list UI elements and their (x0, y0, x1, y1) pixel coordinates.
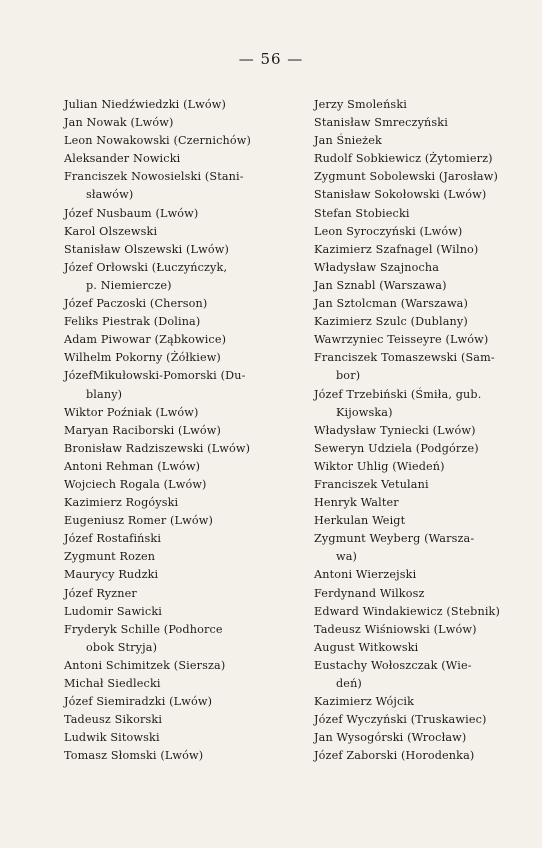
member-name: Władysław Tyniecki (Lwów) (314, 423, 476, 437)
member-name: Karol Olszewski (64, 224, 158, 238)
member-entry (314, 96, 540, 114)
member-name: Józef Ryzner (64, 586, 137, 600)
member-name: Jan Nowak (Lwów) (64, 116, 174, 130)
member-name: Maurycy Rudzki (64, 568, 159, 582)
member-entry (64, 404, 290, 422)
member-name: Tadeusz Sikorski (64, 713, 163, 727)
member-name: Antoni Wierzejski (314, 568, 417, 582)
member-name-continuation: deń) (336, 677, 362, 690)
member-entry (314, 277, 540, 295)
member-name: Kazimierz Szulc (Dublany) (314, 315, 468, 329)
member-entry (314, 458, 540, 476)
member-name: JózefMikułowski-Pomorski (Du- (64, 369, 246, 383)
member-name: Józef Siemiradzki (Lwów) (64, 695, 213, 709)
member-entry (64, 729, 290, 747)
member-name: Antoni Rehman (Lwów) (64, 459, 201, 473)
member-entry (314, 711, 540, 729)
member-entry (314, 186, 540, 204)
member-name: August Witkowski (314, 640, 419, 654)
member-entry (314, 132, 540, 150)
member-name: Zygmunt Rozen (64, 550, 156, 564)
member-name: Ferdynand Wilkosz (314, 586, 425, 600)
member-name: Franciszek Tomaszewski (Sam- (314, 351, 495, 365)
member-entry (64, 530, 290, 548)
member-entry (314, 422, 540, 440)
member-name: Stanisław Smreczyński (314, 116, 448, 130)
member-name: Stanisław Sokołowski (Lwów) (314, 188, 487, 202)
left-column-list (64, 96, 290, 765)
member-name: Feliks Piestrak (Dolina) (64, 315, 201, 329)
member-name: Wilhelm Pokorny (Żółkiew) (64, 351, 221, 365)
member-name: Kazimierz Szafnagel (Wilno) (314, 242, 479, 256)
member-name: Herkulan Weigt (314, 514, 406, 528)
member-entry (314, 295, 540, 313)
member-entry (64, 422, 290, 440)
member-entry (64, 548, 290, 566)
member-name: Franciszek Vetulani (314, 477, 429, 491)
member-name: Leon Syroczyński (Lwów) (314, 224, 463, 238)
member-entry (64, 223, 290, 241)
member-entry (64, 440, 290, 458)
member-name: Wawrzyniec Teisseyre (Lwów) (314, 333, 489, 347)
member-entry (64, 494, 290, 512)
member-entry (64, 96, 290, 114)
member-entry (64, 512, 290, 530)
member-name: Józef Wyczyński (Truskawiec) (314, 713, 487, 727)
member-name: Jerzy Smoleński (314, 98, 407, 111)
member-name: Tadeusz Wiśniowski (Lwów) (314, 622, 477, 636)
member-entry (314, 114, 540, 132)
member-entry (64, 295, 290, 313)
member-name: Józef Nusbaum (Lwów) (64, 206, 199, 220)
member-name: Leon Nowakowski (Czernichów) (64, 134, 251, 148)
member-entry (314, 259, 540, 277)
member-name-continuation: sławów) (86, 188, 134, 202)
member-entry (64, 585, 290, 603)
member-entry (64, 150, 290, 168)
member-name-continuation: obok Stryja) (86, 640, 158, 654)
member-entry (64, 675, 290, 693)
member-name: Jan Sztolcman (Warszawa) (314, 297, 469, 311)
member-name: Henryk Walter (314, 496, 399, 510)
member-entry (314, 566, 540, 584)
member-name: Józef Zaborski (Horodenka) (314, 749, 475, 763)
member-entry (314, 349, 540, 385)
member-name: Edward Windakiewicz (Stebnik) (314, 604, 500, 618)
member-entry (64, 711, 290, 729)
member-entry (314, 693, 540, 711)
member-entry (314, 657, 540, 693)
member-name: Stanisław Olszewski (Lwów) (64, 242, 229, 256)
member-name: Julian Niedźwiedzki (Lwów) (64, 98, 227, 111)
member-entry (64, 313, 290, 331)
member-name: Kazimierz Rogóyski (64, 496, 179, 510)
member-entry (314, 729, 540, 747)
member-name-continuation: wa) (336, 550, 358, 564)
member-name: Zygmunt Sobolewski (Jarosław) (314, 170, 498, 184)
right-column-list (314, 96, 540, 765)
member-name: Władysław Szajnocha (314, 260, 440, 274)
member-name: Józef Trzebiński (Śmiła, gub. (314, 387, 482, 401)
member-name: Seweryn Udziela (Podgórze) (314, 441, 479, 455)
member-entry (64, 114, 290, 132)
member-name: Maryan Raciborski (Lwów) (64, 423, 221, 437)
member-entry (64, 241, 290, 259)
member-name: Eustachy Wołoszczak (Wie- (314, 658, 472, 672)
member-entry (314, 241, 540, 259)
member-name: Zygmunt Weyberg (Warsza- (314, 532, 475, 546)
member-name: Józef Paczoski (Cherson) (64, 297, 208, 311)
member-name: Tomasz Słomski (Lwów) (64, 749, 204, 763)
member-entry (314, 603, 540, 621)
member-entry (64, 168, 290, 204)
member-entry (314, 621, 540, 639)
member-entry (314, 530, 540, 566)
member-entry (64, 476, 290, 494)
member-name-continuation: bor) (336, 369, 361, 383)
member-name-continuation: p. Niemiercze) (86, 278, 172, 292)
member-name: Rudolf Sobkiewicz (Żytomierz) (314, 152, 493, 166)
member-name: Antoni Schimitzek (Siersza) (64, 658, 226, 672)
member-entry (314, 331, 540, 349)
member-name-continuation: blany) (86, 387, 123, 401)
member-name: Kazimierz Wójcik (314, 695, 415, 709)
member-entry (64, 693, 290, 711)
member-entry (314, 205, 540, 223)
page-number: — 56 — (238, 50, 304, 68)
member-name: Jan Sznabl (Warszawa) (314, 278, 447, 292)
member-name: Franciszek Nowosielski (Stani- (64, 170, 244, 184)
member-entry (314, 150, 540, 168)
member-entry (314, 494, 540, 512)
member-name-continuation: Kijowska) (336, 405, 393, 419)
member-name: Aleksander Nowicki (64, 152, 181, 166)
member-entry (64, 657, 290, 675)
member-name: Fryderyk Schille (Podhorce (64, 622, 223, 636)
member-name: Stefan Stobiecki (314, 206, 410, 220)
member-name: Michał Siedlecki (64, 677, 161, 690)
member-entry (64, 367, 290, 403)
member-name: Ludwik Sitowski (64, 731, 160, 745)
member-entry (314, 313, 540, 331)
member-entry (64, 331, 290, 349)
member-name: Wiktor Poźniak (Lwów) (64, 405, 199, 419)
member-name: Wiktor Uhlig (Wiedeń) (314, 459, 445, 473)
member-entry (64, 259, 290, 295)
member-entry (314, 476, 540, 494)
member-name: Ludomir Sawicki (64, 604, 162, 618)
member-entry (64, 603, 290, 621)
member-entry (314, 168, 540, 186)
member-entry (314, 223, 540, 241)
member-name: Adam Piwowar (Ząbkowice) (64, 333, 227, 347)
member-name: Wojciech Rogala (Lwów) (64, 477, 207, 491)
member-name: Józef Orłowski (Łuczyńczyk, (64, 260, 228, 274)
member-entry (64, 621, 290, 657)
member-name: Jan Wysogórski (Wrocław) (314, 731, 467, 745)
member-entry (64, 205, 290, 223)
member-name: Jan Śnieżek (314, 134, 382, 148)
member-name: Józef Rostafiński (64, 532, 162, 546)
member-entry (314, 585, 540, 603)
member-entry (314, 512, 540, 530)
member-entry (314, 440, 540, 458)
member-entry (64, 566, 290, 584)
member-entry (64, 458, 290, 476)
member-entry (314, 747, 540, 765)
member-name: Eugeniusz Romer (Lwów) (64, 514, 213, 528)
member-entry (64, 349, 290, 367)
member-name: Bronisław Radziszewski (Lwów) (64, 441, 251, 455)
member-entry (64, 132, 290, 150)
member-entry (314, 639, 540, 657)
member-entry (64, 747, 290, 765)
member-entry (314, 386, 540, 422)
